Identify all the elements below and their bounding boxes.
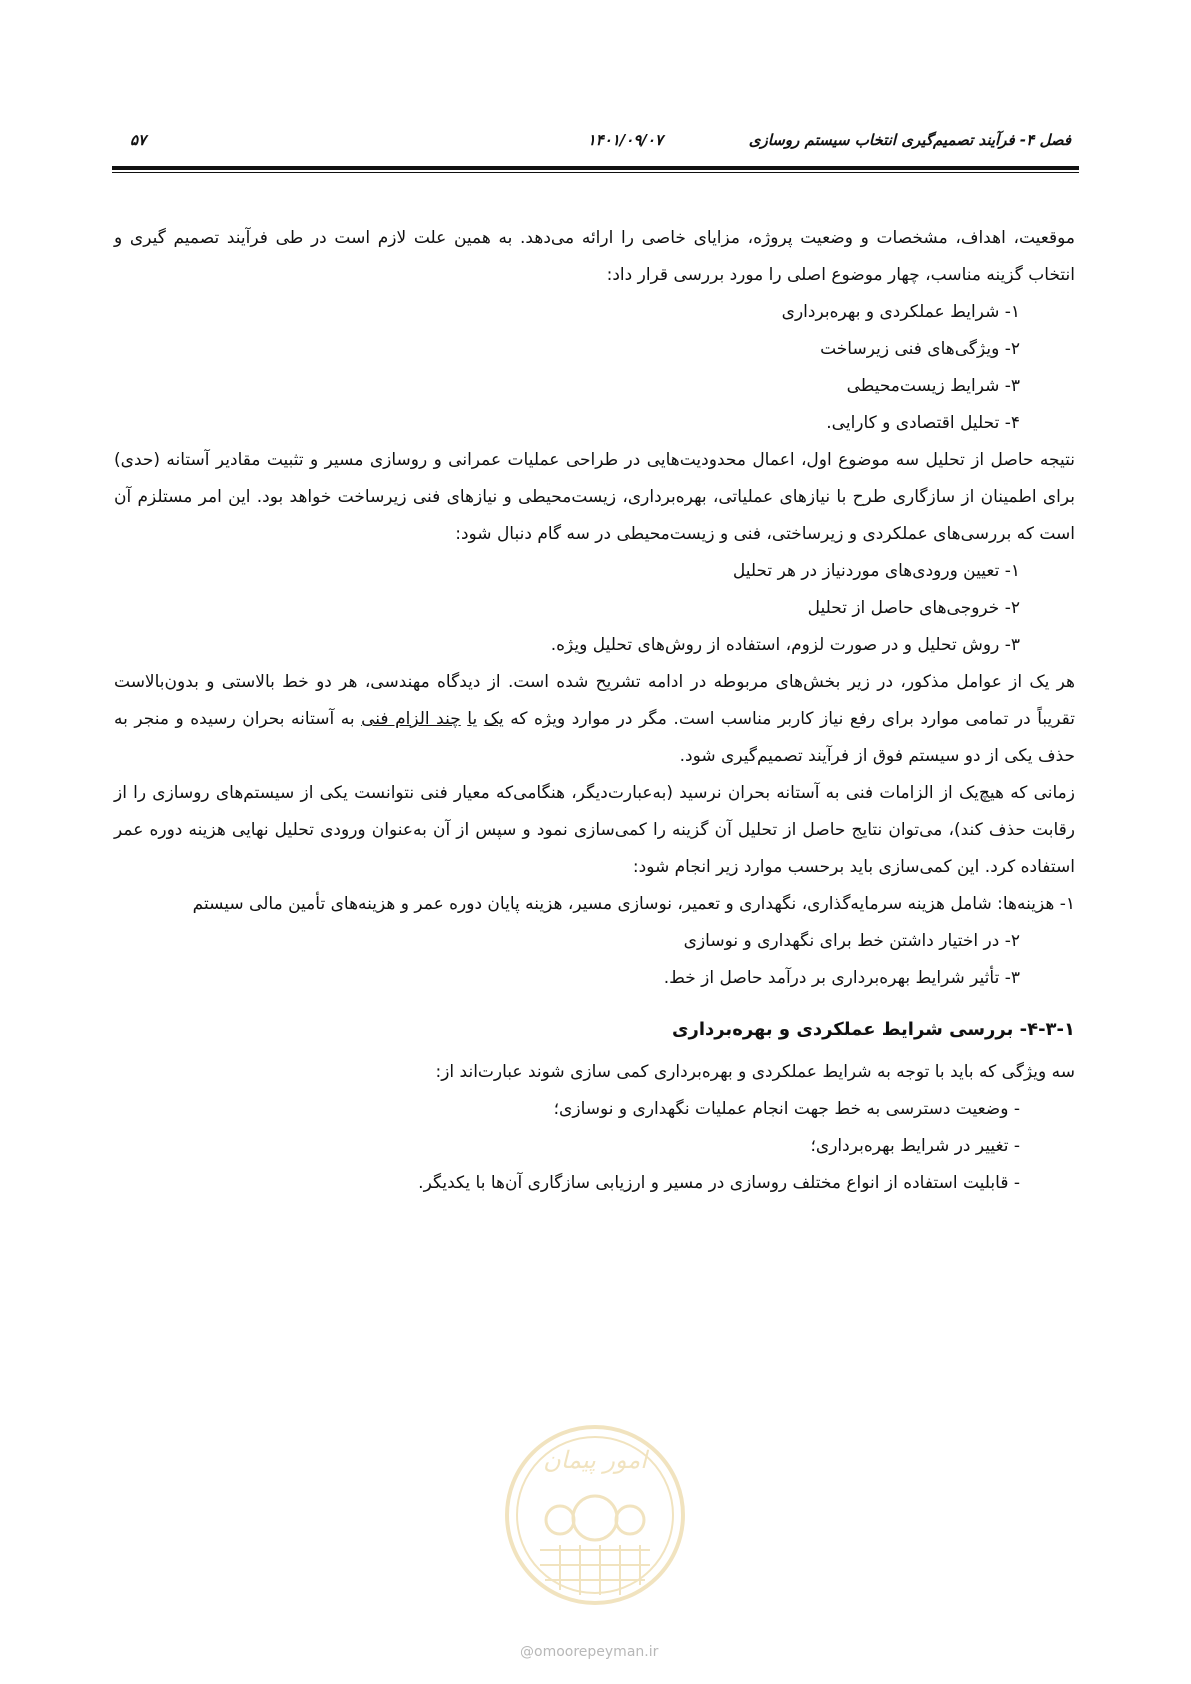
paragraph-features: سه ویژگی که باید با توجه به شرایط عملکردی و بهره‌برداری کمی سازی شوند عبارت‌اند از: <box>435 1062 1075 1082</box>
list-item: - قابلیت استفاده از انواع مختلف روسازی در مسیر و ارزیابی سازگاری آن‌ها با یکدیگر. <box>418 1173 1020 1193</box>
list-item: ۳- تأثیر شرایط بهره‌برداری بر درآمد حاصل از خط. <box>663 968 1020 988</box>
list-item: - تغییر در شرایط بهره‌برداری؛ <box>810 1136 1020 1156</box>
list-item: ۲- خروجی‌های حاصل از تحلیل <box>807 598 1020 618</box>
header-rule-thick <box>112 166 1079 170</box>
underlined-text: یا <box>467 709 478 729</box>
list-item: ۳- شرایط زیست‌محیطی <box>846 376 1020 396</box>
list-item: ۱- شرایط عملکردی و بهره‌برداری <box>781 302 1020 322</box>
paragraph-factors <box>114 664 1075 775</box>
svg-text:امور پیمان: امور پیمان <box>543 1446 647 1474</box>
list-item: ۴- تحلیل اقتصادی و کارایی. <box>826 413 1020 433</box>
page-header <box>118 131 1071 155</box>
paragraph-quantify: زمانی که هیچ‌یک از الزامات فنی به آستانه بحران نرسید (به‌عبارت‌دیگر، هنگامی‌که معیار فنی نتوانست یکی از سیستم‌های روسازی را از رقابت حذف کند)، می‌توان نتایج حاصل از تحلیل آن گزینه را کمی‌سازی نمود و سپس از آن به‌عنوان ورودی تحلیل نهایی هزینه دوره عمر استفاده کرد. این کمی‌سازی باید برحسب موارد زیر انجام شود: <box>114 783 1075 877</box>
list-item: ۳- روش تحلیل و در صورت لزوم، استفاده از روش‌های تحلیل ویژه. <box>550 635 1020 655</box>
paragraph-analysis: نتیجه حاصل از تحلیل سه موضوع اول، اعمال محدودیت‌هایی در طراحی عملیات عمرانی و روسازی مسیر و تثبیت مقادیر آستانه (حدی) برای اطمینان از سازگاری طرح با نیازهای عملیاتی، بهره‌برداری، زیست‌محیطی و نیازهای فنی زیرساخت خواهد بود. این امر مستلزم آن است که بررسی‌های عملکردی و زیرساختی، فنی و زیست‌محیطی در سه گام دنبال شود: <box>114 450 1075 544</box>
paragraph-text: به آستانه بحران رسیده و منجر به حذف یکی از دو سیستم فوق از فرآیند تصمیم‌گیری شود. <box>114 709 1075 766</box>
list-item: ۲- در اختیار داشتن خط برای نگهداری و نوسازی <box>683 931 1020 951</box>
underlined-text: چند الزام فنی <box>361 709 461 729</box>
document-body <box>114 220 1075 1202</box>
underlined-text: یک <box>483 709 504 729</box>
chapter-title: فصل ۴- فرآیند تصمیم‌گیری انتخاب سیستم روسازی <box>748 131 1071 149</box>
section-heading: ۴-۳-۱- بررسی شرایط عملکردی و بهره‌برداری <box>671 1019 1075 1040</box>
header-date: ۱۴۰۱/۰۹/۰۷ <box>587 131 663 149</box>
list-item: - وضعیت دسترسی به خط جهت انجام عملیات نگهداری و نوسازی؛ <box>553 1099 1020 1119</box>
paragraph-text: هر یک از عوامل مذکور، در زیر بخش‌های مربوطه در ادامه تشریح شده است. از دیدگاه مهندسی، هر دو خط بالاستی و بدون‌بالاست تقریباً در تمامی موارد برای رفع نیاز کاربر مناسب است. مگر در موارد ویژه که <box>114 672 1076 729</box>
watermark-seal-icon <box>500 1420 690 1610</box>
list-item: ۱- هزینه‌ها: شامل هزینه سرمایه‌گذاری، نگهداری و تعمیر، نوسازی مسیر، هزینه پایان دوره عمر و هزینه‌های تأمین مالی سیستم <box>192 894 1075 914</box>
watermark-url: @omoorepeyman.ir <box>520 1644 659 1660</box>
page-number: ۵۷ <box>130 131 147 149</box>
paragraph-intro: موقعیت، اهداف، مشخصات و وضعیت پروژه، مزایای خاصی را ارائه می‌دهد. به همین علت لازم است در طی فرآیند تصمیم گیری و انتخاب گزینه مناسب، چهار موضوع اصلی را مورد بررسی قرار داد: <box>114 228 1075 285</box>
list-item: ۲- ویژگی‌های فنی زیرساخت <box>820 339 1020 359</box>
list-item: ۱- تعیین ورودی‌های موردنیاز در هر تحلیل <box>732 561 1020 581</box>
header-rule-thin <box>112 172 1079 173</box>
